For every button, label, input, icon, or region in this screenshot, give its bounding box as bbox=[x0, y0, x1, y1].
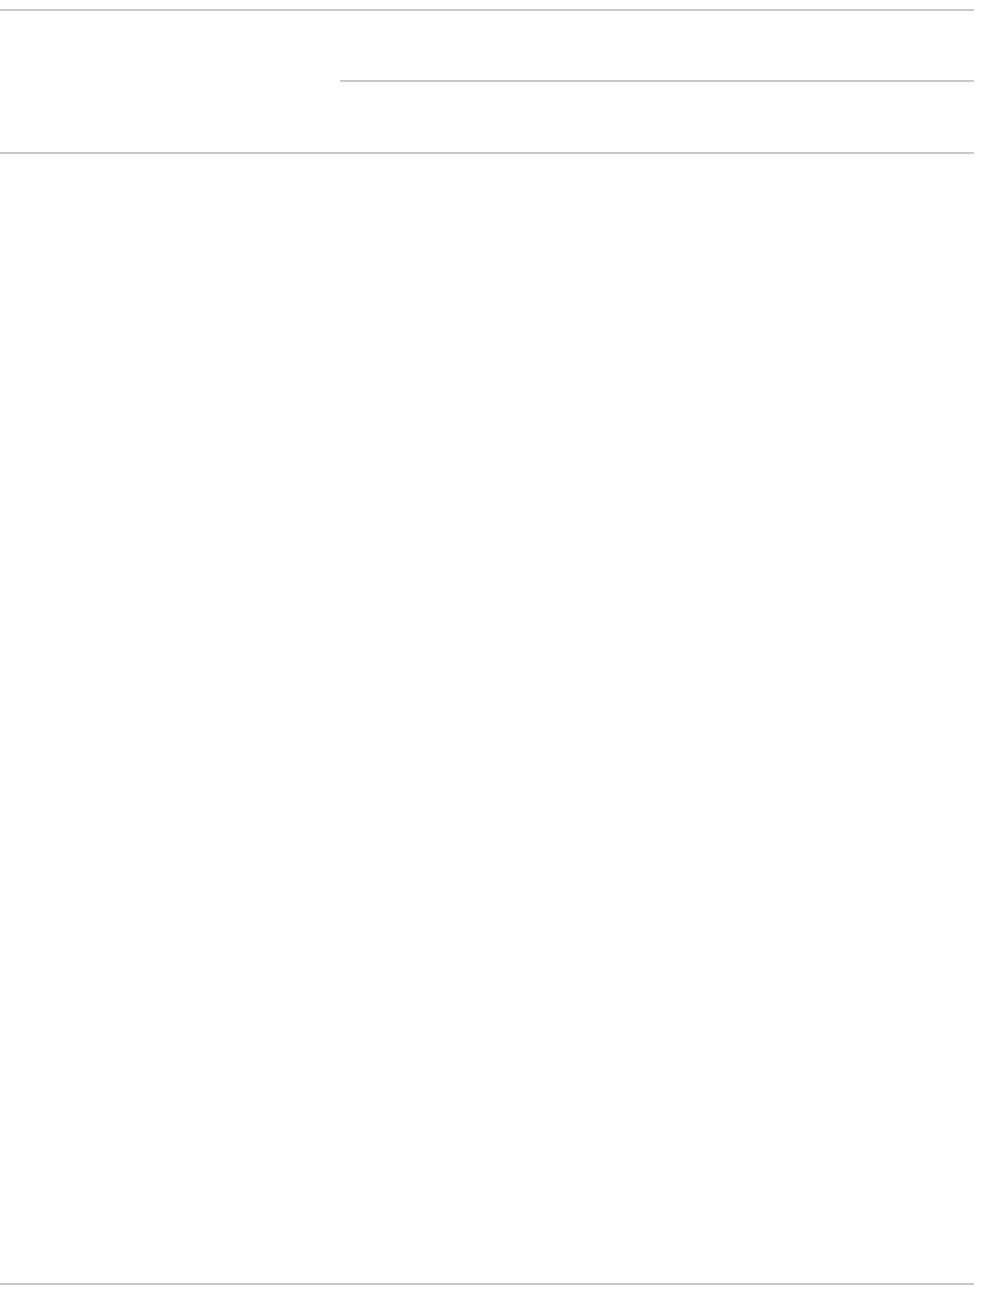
header-bottom-rule bbox=[0, 152, 974, 154]
table-top-rule bbox=[0, 9, 974, 11]
table-bottom-rule bbox=[0, 1283, 974, 1285]
effects-subrule bbox=[340, 80, 974, 82]
